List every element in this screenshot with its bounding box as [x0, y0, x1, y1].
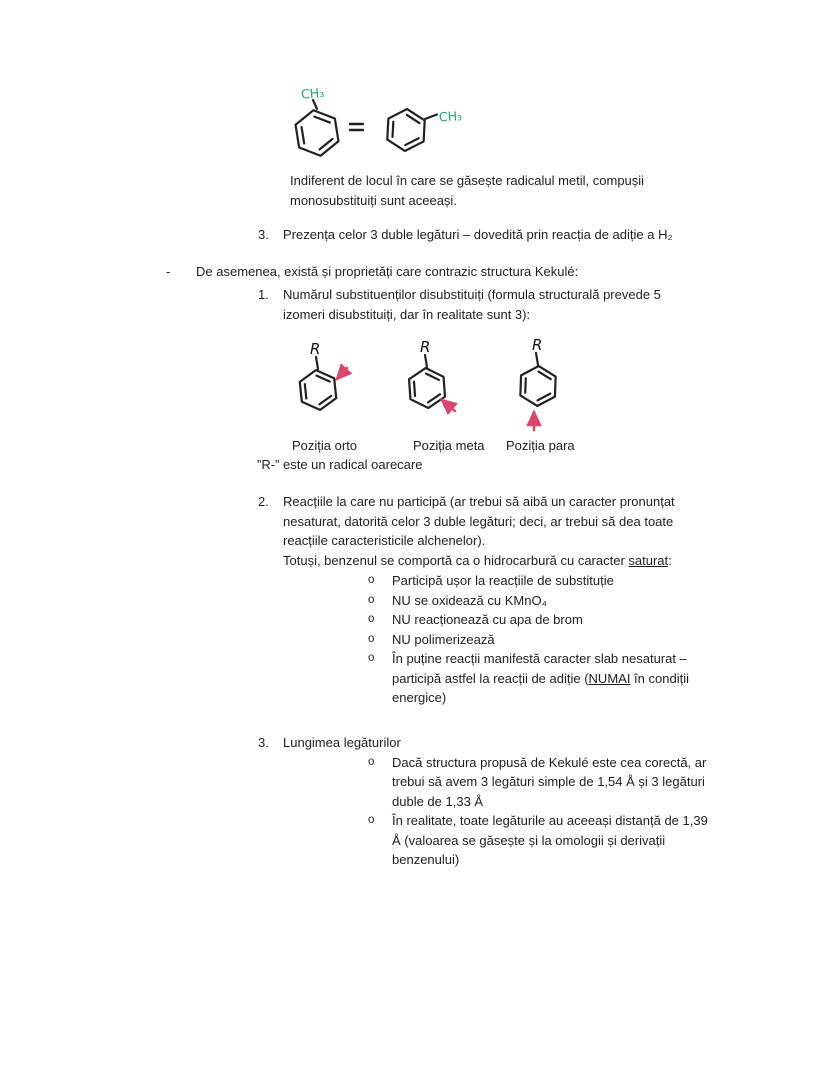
addition-item-text: Prezența celor 3 duble legături – dovedită prin reacția de adiție a H₂ — [283, 227, 673, 242]
bullet-brom: NU reacționează cu apa de brom — [392, 612, 583, 627]
bullet-nesaturat-line-3: energice) — [392, 690, 447, 705]
bond-length-title: Lungimea legăturilor — [283, 735, 401, 750]
kekule-bullet-line-3: duble de 1,33 Å — [392, 793, 484, 809]
arrow-meta-icon — [442, 400, 455, 411]
equals-sign — [350, 124, 363, 130]
list-number: 3. — [258, 735, 269, 750]
intro-line-1: Indiferent de locul în care se găsește radicalul metil, compușii — [290, 173, 645, 188]
bullet-nesaturat-line-1: În puține reacții manifestă caracter slab nesaturat – — [392, 651, 687, 666]
bullet-nesaturat-line-2 — [392, 669, 689, 689]
label-position-orto: Poziția orto — [292, 438, 358, 453]
bullet-nesaturat-line-2-post: în condiții — [630, 670, 689, 686]
arrow-orto-icon — [337, 368, 347, 379]
benzene-ring-meta — [408, 367, 445, 409]
isomer-item-line-2: izomeri disubstituiți, dar în realitate sunt 3): — [283, 306, 531, 322]
r-substituent-label-1: R — [310, 340, 321, 358]
saturat-underlined: saturat — [628, 552, 669, 568]
reactions-line-3: reacțiile caracteristicile alchenelor). — [283, 533, 486, 548]
kekule-bullet-line-2: trebui să avem 3 legături simple de 1,54 Å și 3 legături — [392, 774, 705, 789]
o-bullet: o — [368, 632, 375, 645]
bullet-nesaturat-line-2-pre: participă astfel la reacții de adiție ( — [392, 670, 589, 686]
reality-bullet-line-1: În realitate, toate legăturile au aceeași distanță de 1,39 — [392, 813, 708, 828]
dash-bullet: - — [166, 264, 171, 279]
contradict-item-text: De asemenea, există și proprietăți care contrazic structura Kekulé: — [196, 264, 579, 279]
substitution-positions-diagram — [278, 338, 583, 443]
reality-bullet-line-2: Å (valoarea se găsește și la omologii și derivații — [392, 832, 666, 848]
benzene-ring-para — [520, 365, 556, 406]
o-bullet: o — [368, 593, 375, 606]
isomer-item-line-1: Numărul substituenților disubstituiți (formula structurală prevede 5 — [283, 287, 661, 302]
reactions-line-4-post: : — [668, 552, 672, 568]
o-bullet: o — [368, 814, 375, 826]
label-position-meta: Poziția meta — [413, 438, 485, 453]
o-bullet: o — [368, 755, 375, 768]
bullet-kmno4: NU se oxidează cu KMnO₄ — [392, 592, 547, 608]
radical-note: ”R-” este un radical oarecare — [257, 457, 423, 472]
r-substituent-label-3: R — [532, 338, 543, 354]
o-bullet: o — [368, 613, 375, 625]
reactions-line-2: nesaturat, datorită celor 3 duble legături; deci, ar trebui să dea toate — [283, 513, 674, 529]
o-bullet: o — [368, 574, 375, 586]
list-number: 3. — [258, 227, 269, 242]
reactions-line-4-pre: Totuși, benzenul se comportă ca o hidrocarbură cu caracter — [283, 552, 629, 568]
intro-line-2: monosubstituiți sunt aceeași. — [290, 192, 457, 208]
kekule-bullet-line-1: Dacă structura propusă de Kekulé este cea corectă, ar — [392, 754, 707, 770]
list-number: 2. — [258, 494, 269, 509]
label-position-para: Poziția para — [506, 438, 575, 453]
reactions-line-4 — [283, 551, 672, 571]
benzene-ring-left — [294, 107, 341, 159]
o-bullet: o — [368, 652, 375, 664]
methyl-label-left: CH₃ — [300, 84, 325, 102]
bond-to-r-2 — [425, 355, 427, 367]
bond-to-r-3 — [536, 353, 538, 365]
bond-to-methyl-right — [425, 115, 437, 120]
reality-bullet-line-3: benzenului) — [392, 852, 460, 867]
toluene-equivalence-diagram — [290, 80, 475, 172]
list-number: 1. — [258, 287, 269, 302]
bullet-polimerizeaza: NU polimerizează — [392, 631, 495, 647]
bond-to-r-1 — [316, 357, 318, 369]
numai-underlined: NUMAI — [588, 670, 631, 686]
reactions-line-1: Reacțiile la care nu participă (ar trebui să aibă un caracter pronunțat — [283, 494, 675, 509]
benzene-ring-orto — [299, 368, 338, 411]
benzene-ring-right — [387, 108, 426, 152]
bond-to-methyl-left — [313, 100, 317, 109]
r-substituent-label-2: R — [420, 338, 431, 356]
methyl-label-right: CH₃ — [438, 108, 463, 125]
bullet-substitutie: Participă ușor la reacțiile de substituție — [392, 573, 614, 588]
